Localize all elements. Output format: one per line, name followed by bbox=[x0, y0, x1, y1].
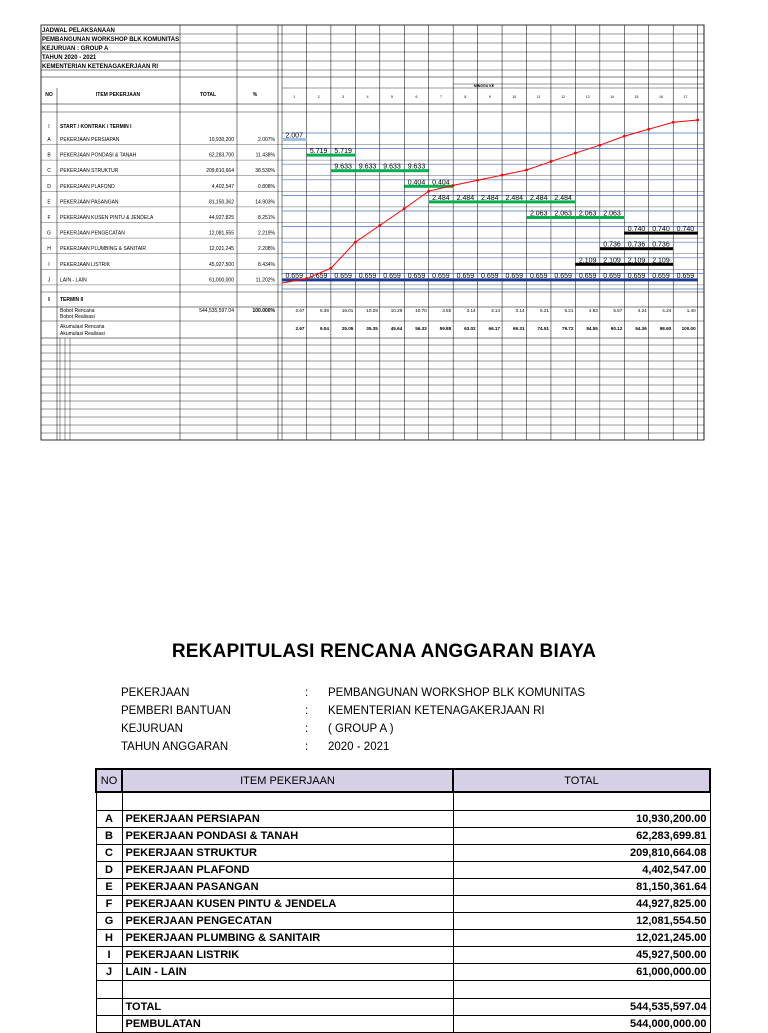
summary-pct: 100.000% bbox=[252, 308, 275, 314]
row-item: PEKERJAAN PENGECATAN bbox=[122, 913, 453, 930]
row-item: PEKERJAAN LISTRIK bbox=[122, 947, 453, 964]
rekap-row bbox=[96, 964, 710, 981]
gantt-value: 0.736 bbox=[652, 241, 670, 249]
gantt-value: 9.633 bbox=[407, 163, 426, 171]
item-name: PEKERJAAN PLAFOND bbox=[60, 183, 115, 190]
total-row bbox=[96, 999, 710, 1016]
gantt-value: 0.659 bbox=[652, 272, 670, 280]
item-total: 4,402,547 bbox=[211, 183, 234, 190]
gantt-value: 2.063 bbox=[554, 210, 572, 218]
rekap-header-row bbox=[96, 769, 710, 792]
item-no: A bbox=[47, 137, 51, 143]
item-pct: 38.530% bbox=[255, 168, 275, 175]
gantt-value: 2.007 bbox=[285, 132, 303, 140]
row-no: I bbox=[96, 947, 122, 964]
summary-total: 544,535,597.04 bbox=[199, 308, 234, 314]
total-value: 544,535,597.04 bbox=[453, 999, 710, 1016]
gantt-value: 0.659 bbox=[456, 272, 475, 280]
pembulatan-row bbox=[96, 1016, 710, 1033]
item-total: 45,927,500 bbox=[208, 261, 234, 268]
akumulasi-rencana-value: 63.02 bbox=[464, 326, 476, 331]
s-curve-point bbox=[525, 169, 528, 172]
gantt-value: 2.109 bbox=[627, 257, 646, 265]
pembulatan-no bbox=[96, 1016, 122, 1033]
spacer-row bbox=[96, 981, 710, 999]
pembulatan-value: 544,000,000.00 bbox=[453, 1016, 710, 1033]
s-curve-point bbox=[305, 277, 308, 280]
row-no: C bbox=[96, 845, 122, 862]
akumulasi-rencana-value: 35.35 bbox=[366, 326, 378, 331]
s-curve-point bbox=[378, 224, 381, 227]
rekap-table bbox=[95, 768, 711, 1033]
item-name: PEKERJAAN PONDASI & TANAH bbox=[60, 152, 137, 159]
bobot-rencana-value: 4.83 bbox=[588, 308, 598, 313]
gantt-value: 0.659 bbox=[481, 272, 499, 280]
week-number: 13 bbox=[585, 95, 590, 99]
bobot-rencana-value: 6.38 bbox=[319, 308, 329, 313]
item-total: 44,927,825 bbox=[208, 215, 234, 221]
rekap-row bbox=[96, 811, 710, 828]
item-pct: 14.903% bbox=[255, 199, 275, 206]
info-row-tahun bbox=[121, 738, 585, 756]
gantt-value: 9.633 bbox=[358, 163, 377, 171]
s-curve-point bbox=[672, 121, 675, 124]
row-no: E bbox=[96, 879, 122, 896]
gantt-value: 2.063 bbox=[578, 210, 597, 218]
gantt-value: 5.719 bbox=[334, 148, 352, 156]
col-no-header: NO bbox=[45, 92, 53, 98]
gantt-value: 2.109 bbox=[578, 257, 597, 265]
spacer-cell bbox=[96, 981, 122, 999]
item-no: H bbox=[47, 246, 51, 253]
week-number: 10 bbox=[512, 95, 517, 99]
info-row-kejuruan bbox=[121, 720, 585, 738]
row-no: D bbox=[96, 862, 122, 879]
row-item: PEKERJAAN PASANGAN bbox=[122, 879, 453, 896]
s-curve-point bbox=[598, 144, 601, 147]
s-curve-point bbox=[574, 152, 577, 155]
row-total: 12,021,245.00 bbox=[453, 930, 710, 947]
gantt-value: 0.740 bbox=[652, 226, 670, 234]
info-value: KEMENTERIAN KETENAGAKERJAAN RI bbox=[328, 705, 545, 717]
item-no: C bbox=[47, 168, 51, 175]
gantt-value: 0.659 bbox=[309, 272, 328, 280]
akumulasi-rencana-value: 59.88 bbox=[439, 326, 452, 331]
gantt-value: 0.659 bbox=[676, 272, 695, 280]
info-row-pekerjaan bbox=[121, 684, 585, 702]
info-colon: : bbox=[305, 705, 309, 717]
info-value: 2020 - 2021 bbox=[328, 741, 390, 753]
row-total: 44,927,825.00 bbox=[453, 896, 710, 913]
item-name: PEKERJAAN LISTRIK bbox=[60, 261, 111, 268]
row-no: A bbox=[96, 811, 122, 828]
bobot-rencana-value: 4.24 bbox=[637, 308, 647, 313]
gantt-value: 0.659 bbox=[627, 272, 646, 280]
item-name: PEKERJAAN PASANGAN bbox=[60, 199, 119, 206]
row-item: PEKERJAAN PLAFOND bbox=[122, 862, 453, 879]
info-colon: : bbox=[305, 723, 309, 735]
week-number: 14 bbox=[610, 95, 615, 99]
section-label: TERMIN II bbox=[60, 297, 84, 303]
info-colon: : bbox=[305, 741, 309, 753]
week-number: 16 bbox=[659, 95, 663, 99]
sheet-frame bbox=[41, 25, 704, 440]
akumulasi-rencana-value: 69.31 bbox=[513, 326, 525, 331]
col-total-header: TOTAL bbox=[199, 92, 217, 98]
gantt-value: 2.484 bbox=[529, 194, 548, 202]
header-line: JADWAL PELAKSANAAN bbox=[42, 28, 115, 34]
bobot-rencana-value: 5.21 bbox=[539, 308, 549, 313]
minggu-label: MINGGU KE bbox=[473, 84, 495, 88]
row-total: 10,930,200.00 bbox=[453, 811, 710, 828]
item-total: 12,081,555 bbox=[208, 230, 234, 237]
gantt-value: 0.404 bbox=[407, 179, 426, 187]
bobot-rencana-value: 10.29 bbox=[390, 308, 403, 313]
s-curve-point bbox=[647, 128, 650, 131]
week-number: 3 bbox=[342, 95, 345, 99]
week-number: 4 bbox=[366, 95, 369, 99]
gantt-value: 0.736 bbox=[627, 241, 646, 249]
gantt-value: 0.659 bbox=[358, 272, 377, 280]
project-info bbox=[121, 684, 585, 756]
gantt-value: 2.484 bbox=[481, 194, 499, 202]
row-no: F bbox=[96, 896, 122, 913]
gantt-value: 9.633 bbox=[334, 163, 352, 171]
row-total: 209,810,664.08 bbox=[453, 845, 710, 862]
week-number: 1 bbox=[293, 95, 296, 99]
row-item: PEKERJAAN STRUKTUR bbox=[122, 845, 453, 862]
row-total: 61,000,000.00 bbox=[453, 964, 710, 981]
gantt-value: 2.063 bbox=[603, 210, 621, 218]
s-curve-point bbox=[403, 207, 406, 210]
s-curve-point bbox=[476, 179, 479, 182]
item-pct: 0.808% bbox=[258, 183, 275, 190]
rekap-body bbox=[96, 792, 710, 1033]
item-pct: 2.219% bbox=[258, 230, 275, 237]
gantt-value: 0.659 bbox=[554, 272, 572, 280]
week-number: 6 bbox=[415, 95, 418, 99]
info-row-pemberi bbox=[121, 702, 585, 720]
section-no: II bbox=[47, 297, 51, 303]
gantt-value: 2.484 bbox=[432, 194, 450, 202]
total-label: TOTAL bbox=[122, 999, 453, 1016]
bobot-rencana-value: 4.24 bbox=[662, 308, 672, 313]
rekap-row bbox=[96, 862, 710, 879]
gantt-value: 0.659 bbox=[285, 272, 303, 280]
item-no: I bbox=[48, 261, 50, 268]
gantt-value: 0.740 bbox=[676, 226, 695, 234]
row-item: PEKERJAAN PONDASI & TANAH bbox=[122, 828, 453, 845]
summary-label: Akumulasi Rencana bbox=[60, 324, 105, 330]
bobot-rencana-value: 3.14 bbox=[466, 308, 476, 313]
s-curve-point bbox=[452, 184, 455, 187]
spacer-row bbox=[96, 792, 710, 811]
gantt-value: 9.633 bbox=[383, 163, 401, 171]
header-line: KEMENTERIAN KETENAGAKERJAAN RI bbox=[42, 64, 159, 70]
item-total: 61,000,000 bbox=[208, 277, 234, 284]
item-total: 10,930,200 bbox=[208, 137, 234, 143]
rekap-title: REKAPITULASI RENCANA ANGGARAN BIAYA bbox=[171, 641, 597, 662]
gantt-value: 0.740 bbox=[627, 226, 646, 234]
gantt-value: 2.484 bbox=[456, 194, 475, 202]
akumulasi-rencana-value: 79.72 bbox=[561, 326, 574, 331]
gantt-value: 0.659 bbox=[432, 272, 450, 280]
week-number: 12 bbox=[561, 95, 566, 99]
akumulasi-rencana-value: 84.55 bbox=[586, 326, 598, 331]
akumulasi-rencana-value: 94.36 bbox=[635, 326, 647, 331]
col-item-header: ITEM PEKERJAAN bbox=[122, 769, 453, 792]
bobot-rencana-value: 5.21 bbox=[564, 308, 574, 313]
header-line: KEJURUAN : GROUP A bbox=[42, 46, 109, 52]
akumulasi-rencana-value: 90.12 bbox=[610, 326, 623, 331]
rekap-row bbox=[96, 896, 710, 913]
bobot-rencana-value: 1.40 bbox=[686, 308, 696, 313]
item-no: E bbox=[47, 199, 51, 206]
akumulasi-rencana-value: 2.67 bbox=[295, 326, 305, 331]
gantt-value: 2.109 bbox=[652, 257, 670, 265]
bobot-rencana-value: 10.70 bbox=[415, 308, 427, 313]
gantt-value: 0.736 bbox=[603, 241, 621, 249]
s-curve-point bbox=[427, 190, 430, 193]
bobot-rencana-value: 10.29 bbox=[366, 308, 378, 313]
bobot-rencana-value: 2.67 bbox=[295, 308, 305, 313]
info-key: TAHUN ANGGARAN bbox=[121, 741, 229, 753]
gantt-value: 2.484 bbox=[505, 194, 524, 202]
row-total: 45,927,500.00 bbox=[453, 947, 710, 964]
s-curve-point bbox=[501, 174, 504, 177]
week-number: 11 bbox=[536, 95, 541, 99]
week-number: 9 bbox=[488, 95, 491, 99]
akumulasi-rencana-value: 74.51 bbox=[537, 326, 549, 331]
akumulasi-rencana-value: 66.17 bbox=[488, 326, 501, 331]
section-label: START / KONTRAK / TERMIN I bbox=[60, 124, 132, 130]
akumulasi-rencana-value: 100.00 bbox=[681, 326, 696, 331]
pembulatan-label: PEMBULATAN bbox=[122, 1016, 453, 1033]
row-item: LAIN - LAIN bbox=[122, 964, 453, 981]
week-number: 2 bbox=[317, 95, 320, 99]
info-value: ( GROUP A ) bbox=[328, 723, 394, 735]
section-no: I bbox=[48, 124, 50, 130]
week-number: 7 bbox=[439, 95, 442, 99]
rekap-row bbox=[96, 947, 710, 964]
gantt-value: 5.719 bbox=[309, 148, 328, 156]
item-pct: 8.251% bbox=[258, 215, 275, 221]
akumulasi-rencana-value: 45.64 bbox=[390, 326, 403, 331]
gantt-value: 0.659 bbox=[529, 272, 548, 280]
summary-label: Bobot Rencana bbox=[60, 308, 95, 314]
item-name: PEKERJAAN PERSIAPAN bbox=[60, 137, 120, 143]
s-curve-point bbox=[330, 267, 333, 270]
gantt-value: 2.484 bbox=[554, 194, 572, 202]
item-pct: 11.438% bbox=[255, 152, 275, 159]
col-total-header: TOTAL bbox=[453, 769, 710, 792]
bobot-rencana-value: 3.55 bbox=[442, 308, 452, 313]
week-number: 17 bbox=[683, 95, 688, 99]
total-no bbox=[96, 999, 122, 1016]
row-item: PEKERJAAN PERSIAPAN bbox=[122, 811, 453, 828]
info-key: KEJURUAN bbox=[121, 723, 183, 735]
row-no: H bbox=[96, 930, 122, 947]
col-no-header: NO bbox=[96, 769, 122, 792]
summary-label: Bobot Realisasi bbox=[60, 314, 95, 320]
row-item: PEKERJAAN PLUMBING & SANITAIR bbox=[122, 930, 453, 947]
gantt-value: 0.404 bbox=[432, 179, 450, 187]
rekap-row bbox=[96, 845, 710, 862]
gantt-value: 0.659 bbox=[505, 272, 524, 280]
s-curve-point bbox=[354, 241, 357, 244]
item-name: PEKERJAAN STRUKTUR bbox=[60, 168, 119, 175]
gantt-value: 0.659 bbox=[578, 272, 597, 280]
item-total: 62,283,700 bbox=[208, 152, 234, 159]
gantt-value: 0.659 bbox=[407, 272, 426, 280]
summary-label: Akumulasi Realisasi bbox=[60, 331, 105, 337]
rekap-row bbox=[96, 913, 710, 930]
gantt-bar bbox=[429, 200, 576, 203]
week-number: 5 bbox=[391, 95, 394, 99]
item-pct: 2.208% bbox=[258, 246, 275, 253]
item-total: 12,021,245 bbox=[208, 246, 234, 253]
col-item-header: ITEM PEKERJAAN bbox=[95, 92, 141, 98]
item-name: PEKERJAAN KUSEN PINTU & JENDELA bbox=[60, 215, 154, 221]
akumulasi-rencana-value: 56.33 bbox=[415, 326, 427, 331]
gantt-value: 2.063 bbox=[529, 210, 548, 218]
gantt-value: 2.109 bbox=[603, 257, 621, 265]
info-key: PEMBERI BANTUAN bbox=[121, 705, 231, 717]
rekap-row bbox=[96, 879, 710, 896]
info-colon: : bbox=[305, 687, 309, 699]
item-no: B bbox=[47, 152, 51, 159]
item-pct: 8.434% bbox=[258, 261, 275, 268]
row-total: 4,402,547.00 bbox=[453, 862, 710, 879]
akumulasi-rencana-value: 98.60 bbox=[659, 326, 672, 331]
row-no: J bbox=[96, 964, 122, 981]
s-curve-point bbox=[550, 160, 553, 163]
row-total: 81,150,361.64 bbox=[453, 879, 710, 896]
row-no: B bbox=[96, 828, 122, 845]
item-name: PEKERJAAN PLUMBING & SANITAIR bbox=[60, 246, 147, 253]
item-name: PEKERJAAN PENGECATAN bbox=[60, 230, 125, 237]
item-name: LAIN - LAIN bbox=[60, 277, 87, 284]
gantt-value: 0.659 bbox=[334, 272, 352, 280]
info-key: PEKERJAAN bbox=[121, 687, 190, 699]
item-no: D bbox=[47, 183, 51, 190]
item-pct: 2.007% bbox=[258, 137, 275, 143]
schedule-sheet bbox=[0, 0, 768, 450]
spacer-cell bbox=[122, 981, 453, 999]
header-line: PEMBANGUNAN WORKSHOP BLK KOMUNITAS bbox=[42, 37, 180, 43]
item-pct: 11.202% bbox=[255, 277, 275, 284]
bobot-rencana-value: 3.14 bbox=[515, 308, 525, 313]
s-curve-point bbox=[623, 135, 626, 138]
bobot-rencana-value: 5.57 bbox=[613, 308, 623, 313]
akumulasi-rencana-value: 25.05 bbox=[341, 326, 354, 331]
info-value: PEMBANGUNAN WORKSHOP BLK KOMUNITAS bbox=[328, 687, 586, 699]
row-item: PEKERJAAN KUSEN PINTU & JENDELA bbox=[122, 896, 453, 913]
bobot-rencana-value: 16.01 bbox=[341, 308, 354, 313]
row-no: G bbox=[96, 913, 122, 930]
week-number: 8 bbox=[464, 95, 467, 99]
akumulasi-rencana-value: 9.04 bbox=[319, 326, 329, 331]
item-no: F bbox=[47, 215, 51, 221]
week-number: 15 bbox=[634, 95, 639, 99]
rekap-row bbox=[96, 828, 710, 845]
row-total: 12,081,554.50 bbox=[453, 913, 710, 930]
item-no: G bbox=[47, 230, 51, 237]
gantt-value: 0.659 bbox=[603, 272, 621, 280]
header-line: TAHUN 2020 - 2021 bbox=[42, 55, 97, 61]
row-total: 62,283,699.81 bbox=[453, 828, 710, 845]
item-total: 209,810,664 bbox=[206, 168, 234, 175]
item-total: 81,150,362 bbox=[208, 199, 234, 206]
gantt-value: 0.659 bbox=[383, 272, 401, 280]
rekap-row bbox=[96, 930, 710, 947]
s-curve-point bbox=[696, 119, 699, 122]
col-pct-header: % bbox=[252, 92, 258, 98]
bobot-rencana-value: 3.14 bbox=[491, 308, 501, 313]
spacer-cell bbox=[453, 981, 710, 999]
item-no: J bbox=[47, 277, 51, 284]
